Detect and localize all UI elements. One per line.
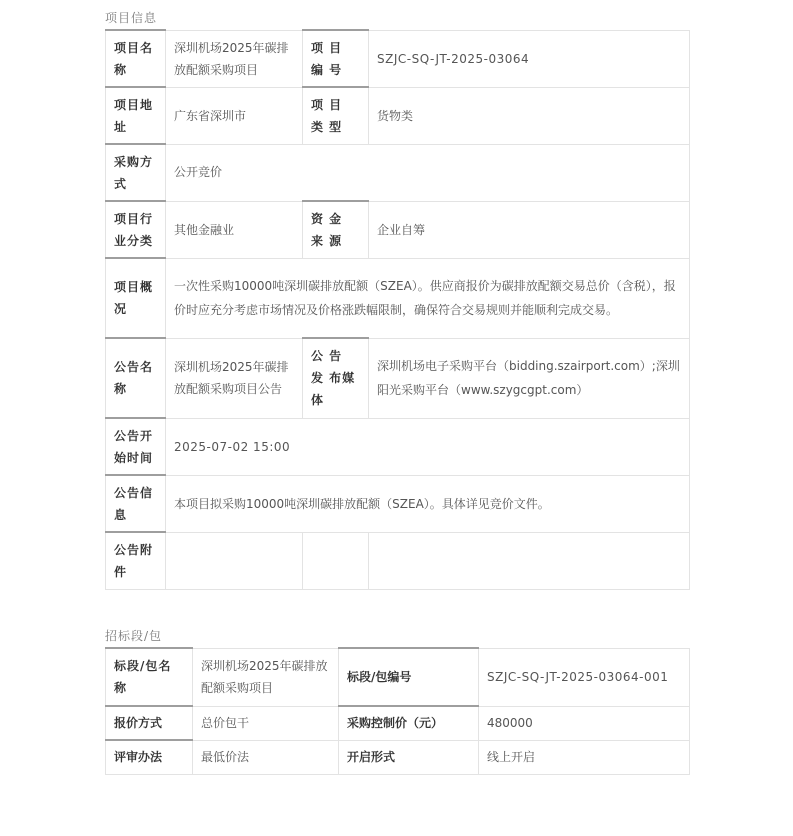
value-section-code: SZJC-SQ-JT-2025-03064-001: [479, 648, 690, 706]
empty-cell: [369, 532, 690, 589]
label-industry: 项目行业分类: [106, 201, 166, 258]
table-row: [106, 258, 690, 338]
table-row: [106, 475, 690, 532]
value-section-name: 深圳机场2025年碳排放配额采购项目: [193, 648, 339, 706]
label-announcement-start: 公告开始时间: [106, 418, 166, 475]
label-project-address: 项目地址: [106, 87, 166, 144]
label-announcement-name: 公告名称: [106, 338, 166, 418]
label-publish-media: 公 告 发 布媒体: [303, 338, 369, 418]
label-project-type: 项 目 类 型: [303, 87, 369, 144]
value-project-address: 广东省深圳市: [166, 87, 303, 144]
value-project-type: 货物类: [369, 87, 690, 144]
table-row: [106, 706, 690, 740]
table-row: [106, 30, 690, 87]
empty-cell: [303, 532, 369, 589]
label-section-code: 标段/包编号: [339, 648, 479, 706]
bid-section-table: [105, 647, 690, 775]
section-title-project-info: 项目信息: [105, 11, 158, 25]
value-project-overview: 一次性采购10000吨深圳碳排放配额（SZEA）。供应商报价为碳排放配额交易总价（含税），报价时应充分考虑市场情况及价格涨跌幅限制，确保符合交易规则并能顺利完成交易。: [166, 258, 690, 338]
value-project-name: 深圳机场2025年碳排放配额采购项目: [166, 30, 303, 87]
value-publish-media: 深圳机场电子采购平台（bidding.szairport.com）;深圳阳光采购平台（www.szygcgpt.com）: [369, 338, 690, 418]
label-control-price: 采购控制价（元）: [339, 706, 479, 740]
label-announcement-attachment: 公告附件: [106, 532, 166, 589]
table-row: [106, 532, 690, 589]
label-section-name: 标段/包名称: [106, 648, 193, 706]
table-row: [106, 338, 690, 418]
value-announcement-start: 2025-07-02 15:00: [166, 418, 690, 475]
label-project-overview: 项目概况: [106, 258, 166, 338]
label-opening-form: 开启形式: [339, 740, 479, 774]
table-row: [106, 144, 690, 201]
table-row: [106, 648, 690, 706]
value-project-code: SZJC-SQ-JT-2025-03064: [369, 30, 690, 87]
value-opening-form: 线上开启: [479, 740, 690, 774]
value-industry: 其他金融业: [166, 201, 303, 258]
value-control-price: 480000: [479, 706, 690, 740]
value-quote-method: 总价包干: [193, 706, 339, 740]
label-announcement-info: 公告信息: [106, 475, 166, 532]
value-announcement-info: 本项目拟采购10000吨深圳碳排放配额（SZEA）。具体详见竞价文件。: [166, 475, 690, 532]
label-quote-method: 报价方式: [106, 706, 193, 740]
table-row: [106, 418, 690, 475]
label-project-name: 项目名称: [106, 30, 166, 87]
value-fund-source: 企业自筹: [369, 201, 690, 258]
label-fund-source: 资 金 来 源: [303, 201, 369, 258]
label-project-code: 项 目 编 号: [303, 30, 369, 87]
value-announcement-name: 深圳机场2025年碳排放配额采购项目公告: [166, 338, 303, 418]
table-row: [106, 201, 690, 258]
label-procurement-method: 采购方式: [106, 144, 166, 201]
value-announcement-attachment: [166, 532, 303, 589]
value-evaluation-method: 最低价法: [193, 740, 339, 774]
value-procurement-method: 公开竞价: [166, 144, 690, 201]
section-title-bid-section: 招标段/包: [105, 629, 163, 643]
table-row: [106, 740, 690, 774]
project-info-table: [105, 29, 690, 590]
label-evaluation-method: 评审办法: [106, 740, 193, 774]
table-row: [106, 87, 690, 144]
